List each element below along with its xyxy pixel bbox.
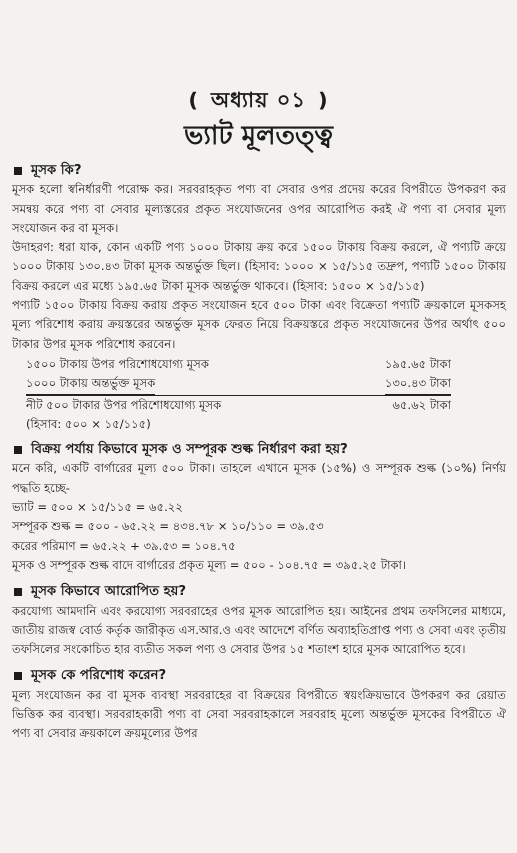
bullet-square-icon xyxy=(14,588,22,596)
section-heading: মূসক কে পরিশোধ করেন? xyxy=(12,666,506,685)
chapter-heading xyxy=(0,84,517,119)
paragraph: মূল্য সংযোজন কর বা মূসক ব্যবস্থা সরবরাহের বা বিক্রয়ের বিপরীতে স্বয়ংক্রিয়ভাবে উপকরণ কর রেয়াত ভিত্তিক কর ব্যবস্থা। সরবরাহকারী পণ্য বা সেবা সরবরাহকালে সরবরাহ মূল্যে অন্তর্ভুক্ত মূসকের বিপরীতে ঐ পণ্য বা সেবার ক্রয়কালে ক্রয়মূল্যের উপর xyxy=(12,687,506,741)
right-bracket-ornament: ❫ xyxy=(314,88,333,112)
calc-value: ১৩০.৪৩ টাকা xyxy=(385,374,451,394)
bullet-square-icon xyxy=(14,167,22,175)
chapter-label: অধ্যায় ০১ xyxy=(210,88,307,112)
formula-line: করের পরিমাণ = ৬৫.২২ + ৩৯.৫৩ = ১০৪.৭৫ xyxy=(12,538,236,553)
paragraph: মূসক হলো স্বনির্ধারণী পরোক্ষ কর। সরবরাহকৃত পণ্য বা সেবার ওপর প্রদেয় করের বিপরীতে উপকরণ কর সমন্বয় করে পণ্য বা সেবার মূল্যস্তরের প্রকৃত সংযোজনের ওপর আরোপিত করই ঐ পণ্য বা সেবার মূল্য সংযোজন কর বা মূসক। xyxy=(12,182,506,235)
calc-label: ১৫০০ টাকায় উপর পরিশোধযোগ্য মূসক xyxy=(26,356,209,371)
formula-line: মূসক ও সম্পূরক শুল্ক বাদে বার্গারের প্রকৃত মূল্য = ৫০০ - ১০৪.৭৫ = ৩৯৫.২৫ টাকা। xyxy=(12,557,407,572)
calculation-table xyxy=(26,355,451,434)
bullet-square-icon xyxy=(14,446,22,454)
section-heading: বিক্রয় পর্যায় কিভাবে মূসক ও সম্পূরক শুল্ক নির্ধারণ করা হয়? xyxy=(12,440,506,459)
left-bracket-ornament: ❪ xyxy=(184,88,203,112)
section-heading: মূসক কিভাবে আরোপিত হয়? xyxy=(12,582,506,601)
paragraph: মনে করি, একটি বার্গারের মূল্য ৫০০ টাকা। তাহলে এখানে মূসক (১৫%) ও সম্পূরক শুল্ক (১০%) নির্ণয় পদ্ধতি হচ্ছে- xyxy=(12,461,506,495)
calc-label: নীট ৫০০ টাকার উপর পরিশোধযোগ্য মূসক xyxy=(26,397,222,412)
calc-value: ১৯৫.৬৫ টাকা xyxy=(384,356,451,371)
calc-row xyxy=(26,374,451,394)
paragraph: করযোগ্য আমদানি এবং করযোগ্য সরবরাহের ওপর মূসক আরোপিত হয়। আইনের প্রথম তফসিলের মাধ্যমে, জাতীয় রাজস্ব বোর্ড কর্তৃক জারীকৃত এস.আর.ও এবং আদেশে বর্ণিত অব্যাহতিপ্রাপ্ত পণ্য ও সেবা এবং তৃতীয় তফসিলের সংকোচিত হার ব্যতীত সকল পণ্য ও সেবার উপর ১৫ শতাংশ হারে মূসক আরোপিত হবে। xyxy=(12,603,506,657)
calc-row xyxy=(26,355,451,374)
section-heading: মূসক কি? xyxy=(12,161,506,180)
paragraph: উদাহরণ: ধরা যাক, কোন একটি পণ্য ১০০০ টাকায় ক্রয় করে ১৫০০ টাকায় বিক্রয় করলে, ঐ পণ্যটি ক্রয়ে ১০০০ টাকায় ১৩০.৪৩ টাকা মূসক অন্তর্ভুক্ত ছিল। (হিসাব: ১০০০ × ১৫/১১৫ তদ্রুপ, পণ্যটি ১৫০০ টাকায় বিক্রয় করলে এর মধ্যে ১৯৫.৬৫ টাকা মূসক অন্তর্ভুক্ত থাকবে। (হিসাব: ১৫০০ × ১৫/১১৫) xyxy=(12,240,506,293)
page-title: ভ্যাট মূলতত্ত্ব xyxy=(184,121,333,151)
formula-line: ভ্যাট = ৫০০ × ১৫/১১৫ = ৬৫.২২ xyxy=(12,500,183,515)
calc-value: ৬৫.৬২ টাকা xyxy=(392,397,451,412)
calc-label: ১০০০ টাকায় অন্তর্ভুক্ত মূসক xyxy=(26,374,155,394)
page-content xyxy=(12,160,506,744)
formula-line: সম্পূরক শুল্ক = ৫০০ - ৬৫.২২ = ৪৩৪.৭৮ × ১০/১১০ = ৩৯.৫৩ xyxy=(12,519,324,534)
calc-row-total xyxy=(26,395,451,415)
paragraph: পণ্যটি ১৫০০ টাকায় বিক্রয় করায় প্রকৃত সংযোজন হবে ৫০০ টাকা এবং বিক্রেতা পণ্যটি ক্রয়কালে মূসকসহ মূল্য পরিশোধ করায় ক্রয়স্তরের অন্তর্ভুক্ত মূসক ফেরত নিয়ে বিক্রয়স্তরে প্রকৃত সংযোজনের উপর অর্থাৎ ৫০০ টাকার উপর মূসক পরিশোধ করবেন। xyxy=(12,298,506,351)
bullet-square-icon xyxy=(14,672,22,680)
calc-note: (হিসাব: ৫০০ × ১৫/১১৫) xyxy=(26,416,151,431)
